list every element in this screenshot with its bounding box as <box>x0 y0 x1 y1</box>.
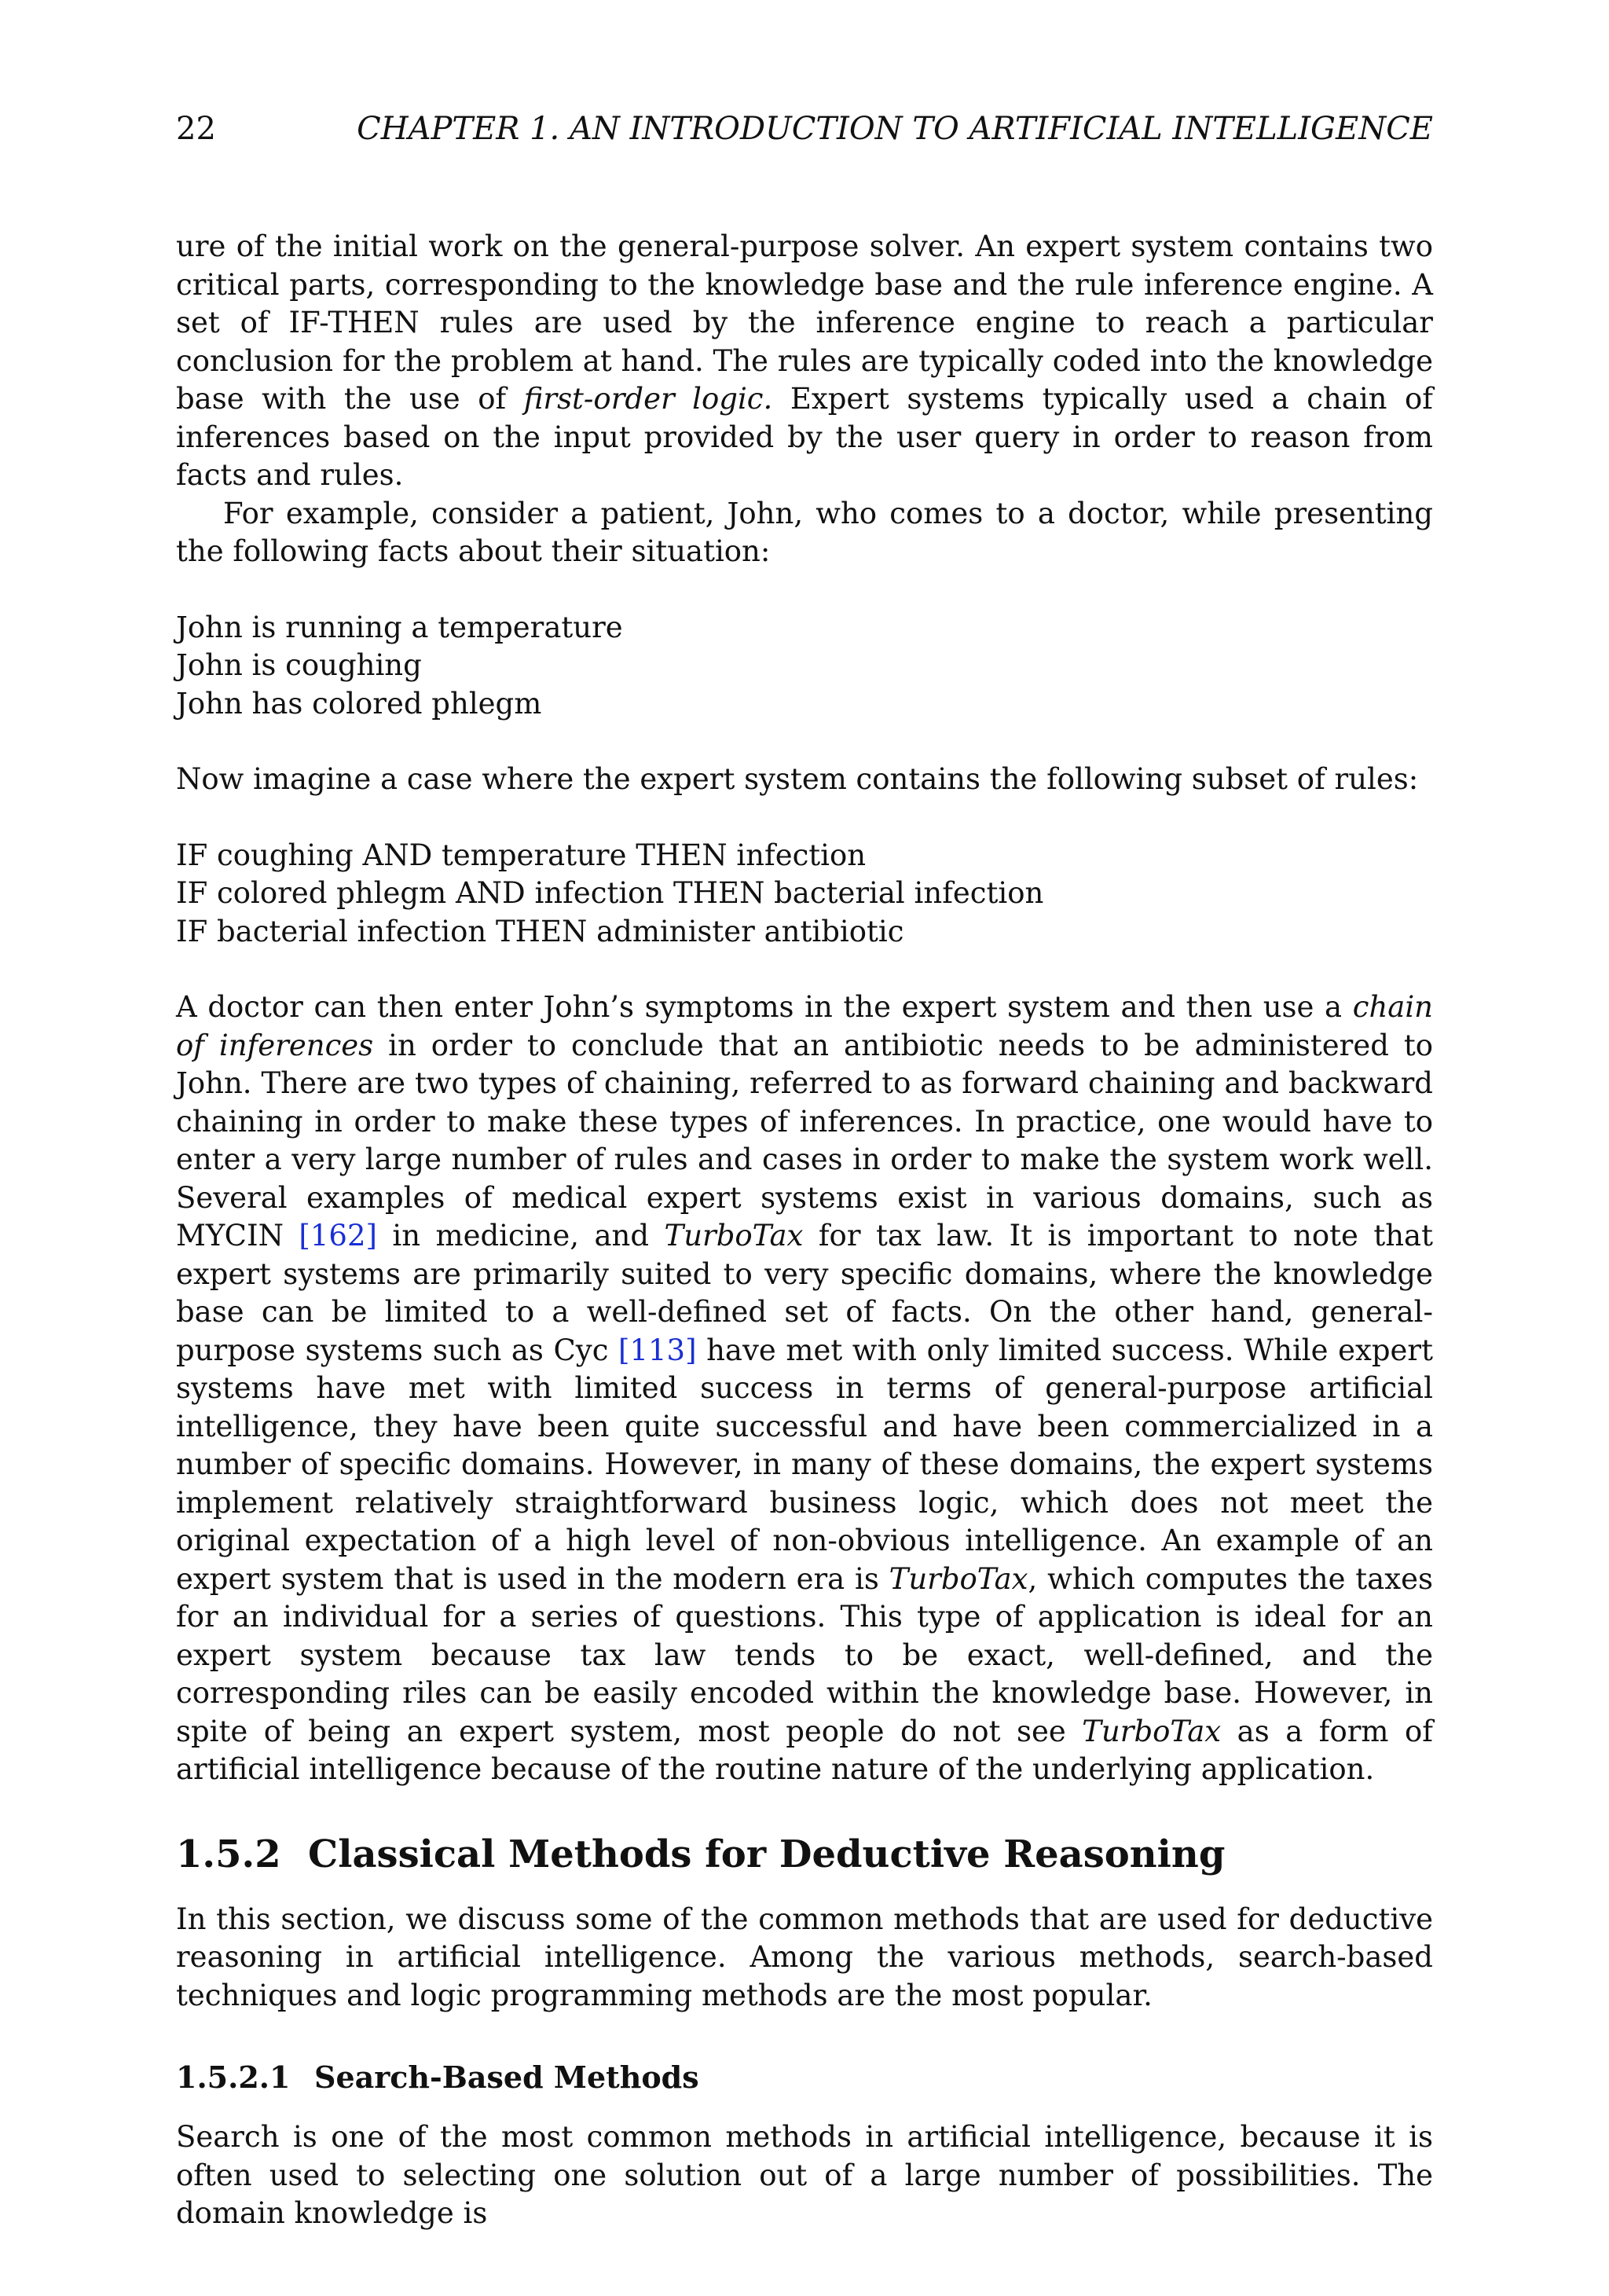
running-header <box>176 107 1433 151</box>
paragraph-rules-intro: Now imagine a case where the expert system contains the following subset of rules: <box>176 762 1419 796</box>
rule-item: IF bacterial infection THEN administer antibiotic <box>176 914 904 948</box>
term-turbotax: TurboTax <box>1082 1714 1222 1748</box>
paragraph-section-intro: In this section, we discuss some of the common methods that are used for deductive reasoning in artificial intelligence. Among the various methods, search-based techniques and logic programming methods are the most popular. <box>176 1902 1433 2012</box>
citation-link[interactable]: [162] <box>299 1219 377 1253</box>
term-turbotax: TurboTax <box>664 1219 804 1253</box>
fact-item: John has colored phlegm <box>176 686 542 721</box>
subsection-title: Search-Based Methods <box>314 2059 699 2095</box>
rules-list <box>176 837 1433 952</box>
section-number: 1.5.2 <box>176 1832 281 1876</box>
chapter-title: CHAPTER 1. AN INTRODUCTION TO ARTIFICIAL INTELLIGENCE <box>357 111 1433 147</box>
rule-item: IF coughing AND temperature THEN infection <box>176 838 867 872</box>
term-turbotax: TurboTax <box>889 1561 1028 1596</box>
term-chain-of-inferences: chain of inferences <box>176 990 1433 1062</box>
section-heading <box>176 1830 1433 1879</box>
fact-item: John is coughing <box>176 648 422 682</box>
subsection-number: 1.5.2.1 <box>176 2059 291 2095</box>
paragraph-expert-systems: ure of the initial work on the general-purpose solver. An expert system contains two critical parts, corresponding to the knowledge base and the rule inference engine. A set of IF-THEN rules are used by the inference engine to reach a particular conclusion for the problem at hand. The rules are typically coded into the knowledge base with the use of first-order logic. Expert systems typically used a chain of inferences based on the input provided by the user query in order to reason from facts and rules. <box>176 229 1433 492</box>
rule-item: IF colored phlegm AND infection THEN bacterial infection <box>176 876 1044 910</box>
paragraph-search-intro: Search is one of the most common methods in artificial intelligence, because it is often used to selecting one solution out of a large number of possibilities. The domain knowledge is <box>176 2120 1433 2230</box>
facts-list <box>176 609 1433 724</box>
paragraph-example-intro: For example, consider a patient, John, who comes to a doctor, while presenting the following facts about their situation: <box>176 496 1433 568</box>
section-title: Classical Methods for Deductive Reasoning <box>308 1832 1226 1876</box>
term-first-order-logic: first-order logic. <box>523 382 773 416</box>
body-text <box>176 228 1433 2233</box>
fact-item: John is running a temperature <box>176 610 623 644</box>
subsection-heading <box>176 2057 1433 2098</box>
page-number: 22 <box>176 111 216 147</box>
paragraph-chain-of-inferences: A doctor can then enter John’s symptoms in the expert system and then use a chain of inferences in order to conclude that an antibiotic needs to be administered to John. There are two types of chaining, referred to as forward chaining and backward chaining in order to make these types of inferences. In practice, one would have to enter a very large number of rules and cases in order to make the system work well. Several examples of medical expert systems exist in various domains, such as MYCIN [162] in medicine, and TurboTax for tax law. It is important to note that expert systems are primarily suited to very specific domains, where the knowledge base can be limited to a well-defined set of facts. On the other hand, general-purpose systems such as Cyc [113] have met with only limited success. While expert systems have met with limited success in terms of general-purpose artificial intelligence, they have been quite successful and have been commercialized in a number of specific domains. However, in many of these domains, the expert systems implement relatively straightforward business logic, which does not meet the original expectation of a high level of non-obvious intelligence. An example of an expert system that is used in the modern era is TurboTax, which computes the taxes for an individual for a series of questions. This type of application is ideal for an expert system because tax law tends to be exact, well-defined, and the corresponding riles can be easily encoded within the knowledge base. However, in spite of being an expert system, most people do not see TurboTax as a form of artificial intelligence because of the routine nature of the underlying application. <box>176 990 1433 1786</box>
citation-link[interactable]: [113] <box>618 1333 697 1367</box>
